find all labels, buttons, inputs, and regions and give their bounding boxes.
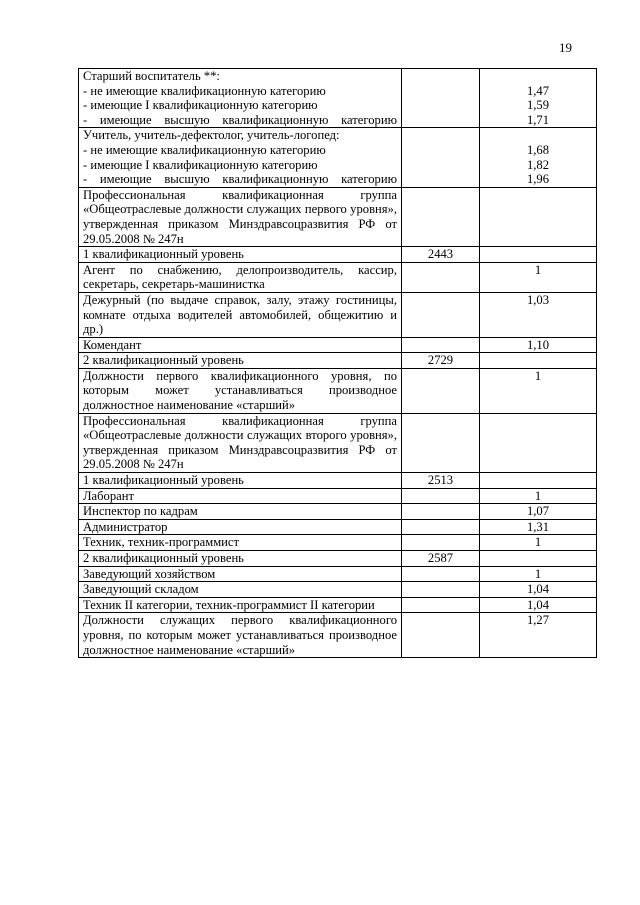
- description-line: Техник, техник-программист: [83, 535, 240, 550]
- base-salary-cell: [402, 187, 480, 246]
- coefficient-cell: [480, 504, 597, 520]
- position-description: [79, 413, 402, 472]
- table-body: [79, 69, 597, 658]
- base-salary-cell: [402, 613, 480, 658]
- coefficient-cell: [480, 488, 597, 504]
- position-description: [79, 613, 402, 658]
- position-description: [79, 519, 402, 535]
- description-line: 2 квалификационный уровень: [83, 353, 244, 368]
- base-salary-cell: [402, 597, 480, 613]
- description-line: Профессиональная квалификационная группа «Общеотраслевые должности служащих первого уровня», утвержденная приказом Минздравсоцразвития РФ от 29.05.2008 № 247н: [83, 187, 397, 246]
- coefficient-cell: [480, 247, 597, 263]
- description-line: - имеющие I квалификационную категорию: [83, 157, 318, 172]
- coefficient-value: 1,96: [526, 172, 550, 187]
- description-line: Техник II категории, техник-программист II категории: [83, 597, 375, 612]
- base-salary-cell: 2513: [402, 473, 480, 489]
- coefficient-value: 1,31: [526, 519, 550, 534]
- table-row: [79, 535, 597, 551]
- position-description: [79, 597, 402, 613]
- table-row: [79, 473, 597, 489]
- coefficient-cell: [480, 551, 597, 567]
- coefficient-value: 1,03: [526, 292, 550, 307]
- position-description: [79, 368, 402, 413]
- description-line: - имеющие высшую квалификационную категорию: [83, 112, 397, 127]
- description-line: 1 квалификационный уровень: [83, 247, 244, 262]
- position-description: [79, 566, 402, 582]
- base-salary-cell: [402, 566, 480, 582]
- coefficient-value: 1: [534, 368, 542, 383]
- base-salary-cell: 2587: [402, 551, 480, 567]
- coefficient-cell: [480, 582, 597, 598]
- description-line: Профессиональная квалификационная группа «Общеотраслевые должности служащих второго уровня», утвержденная приказом Минздравсоцразвития РФ от 29.05.2008 № 247н: [83, 413, 397, 472]
- coefficient-value: 1,07: [526, 504, 550, 519]
- table-row: [79, 413, 597, 472]
- base-salary-cell: [402, 582, 480, 598]
- position-description: [79, 353, 402, 369]
- description-line: - не имеющие квалификационную категорию: [83, 83, 326, 98]
- table-row: [79, 519, 597, 535]
- description-line: Агент по снабжению, делопроизводитель, кассир, секретарь, секретарь-машинистка: [83, 262, 397, 292]
- position-description: [79, 187, 402, 246]
- base-salary-cell: [402, 413, 480, 472]
- description-line: 1 квалификационный уровень: [83, 473, 244, 488]
- coefficient-value: 1: [534, 566, 542, 581]
- position-description: [79, 128, 402, 187]
- description-line: Комендант: [83, 337, 142, 352]
- description-line: Должности служащих первого квалификационного уровня, по которым может устанавливаться производное должностное наименование «старший»: [83, 613, 397, 657]
- table-row: [79, 337, 597, 353]
- coefficient-cell: [480, 337, 597, 353]
- coefficient-cell: [480, 566, 597, 582]
- coefficient-value: 1,82: [526, 157, 550, 172]
- position-description: [79, 247, 402, 263]
- position-description: [79, 69, 402, 128]
- coefficient-cell: [480, 128, 597, 187]
- position-description: [79, 582, 402, 598]
- coefficient-cell: [480, 535, 597, 551]
- coefficient-cell: [480, 613, 597, 658]
- table-row: [79, 613, 597, 658]
- coefficient-value: [484, 128, 592, 143]
- coefficient-value: 1,27: [526, 613, 550, 628]
- description-line: Дежурный (по выдаче справок, залу, этажу гостиницы, комнате отдыха водителей автомобилей, общежитию и др.): [83, 292, 397, 337]
- coefficient-value: 1: [534, 488, 542, 503]
- position-description: [79, 337, 402, 353]
- position-description: [79, 473, 402, 489]
- description-line: Заведующий хозяйством: [83, 566, 216, 581]
- table-row: [79, 353, 597, 369]
- coefficient-cell: [480, 368, 597, 413]
- coefficient-cell: [480, 187, 597, 246]
- description-line: Лаборант: [83, 488, 134, 503]
- table-row: [79, 69, 597, 128]
- position-description: [79, 488, 402, 504]
- coefficient-value: 1: [534, 535, 542, 550]
- description-line: Должности первого квалификационного уровня, по которым может устанавливаться производное должностное наименование «старший»: [83, 368, 397, 413]
- coefficient-value: 1,68: [526, 142, 550, 157]
- description-line: Администратор: [83, 519, 168, 534]
- table-row: [79, 597, 597, 613]
- coefficient-value: 1,59: [526, 98, 550, 113]
- coefficient-value: 1,47: [526, 83, 550, 98]
- position-description: [79, 551, 402, 567]
- coefficient-cell: [480, 69, 597, 128]
- table-row: [79, 566, 597, 582]
- coefficient-cell: [480, 473, 597, 489]
- coefficient-value: 1,10: [526, 337, 550, 352]
- coefficient-value: [484, 69, 592, 84]
- table-row: [79, 262, 597, 292]
- base-salary-cell: [402, 128, 480, 187]
- salary-table: [78, 68, 597, 658]
- coefficient-value: 1,04: [526, 597, 550, 612]
- base-salary-cell: [402, 292, 480, 337]
- coefficient-value: 1,04: [526, 582, 550, 597]
- base-salary-cell: [402, 519, 480, 535]
- description-line: - не имеющие квалификационную категорию: [83, 142, 326, 157]
- description-line: Учитель, учитель-дефектолог, учитель-логопед:: [83, 128, 340, 143]
- description-line: - имеющие I квалификационную категорию: [83, 98, 318, 113]
- page-number: 19: [559, 40, 572, 55]
- position-description: [79, 262, 402, 292]
- table-row: [79, 582, 597, 598]
- table-row: [79, 488, 597, 504]
- coefficient-cell: [480, 292, 597, 337]
- base-salary-cell: [402, 488, 480, 504]
- base-salary-cell: 2443: [402, 247, 480, 263]
- coefficient-cell: [480, 262, 597, 292]
- table-row: [79, 504, 597, 520]
- position-description: [79, 292, 402, 337]
- table-row: [79, 187, 597, 246]
- base-salary-cell: 2729: [402, 353, 480, 369]
- base-salary-cell: [402, 69, 480, 128]
- base-salary-cell: [402, 368, 480, 413]
- base-salary-cell: [402, 504, 480, 520]
- coefficient-cell: [480, 519, 597, 535]
- description-line: Инспектор по кадрам: [83, 504, 198, 519]
- coefficient-value: 1,71: [526, 112, 550, 127]
- description-line: Заведующий складом: [83, 582, 199, 597]
- table-row: [79, 551, 597, 567]
- description-line: 2 квалификационный уровень: [83, 551, 244, 565]
- coefficient-cell: [480, 413, 597, 472]
- base-salary-cell: [402, 337, 480, 353]
- table-row: [79, 368, 597, 413]
- coefficient-value: 1: [534, 262, 542, 277]
- base-salary-cell: [402, 535, 480, 551]
- base-salary-cell: [402, 262, 480, 292]
- table-row: [79, 128, 597, 187]
- table-row: [79, 247, 597, 263]
- position-description: [79, 504, 402, 520]
- description-line: - имеющие высшую квалификационную категорию: [83, 172, 397, 187]
- position-description: [79, 535, 402, 551]
- coefficient-cell: [480, 353, 597, 369]
- description-line: Старший воспитатель **:: [83, 69, 220, 83]
- table-row: [79, 292, 597, 337]
- coefficient-cell: [480, 597, 597, 613]
